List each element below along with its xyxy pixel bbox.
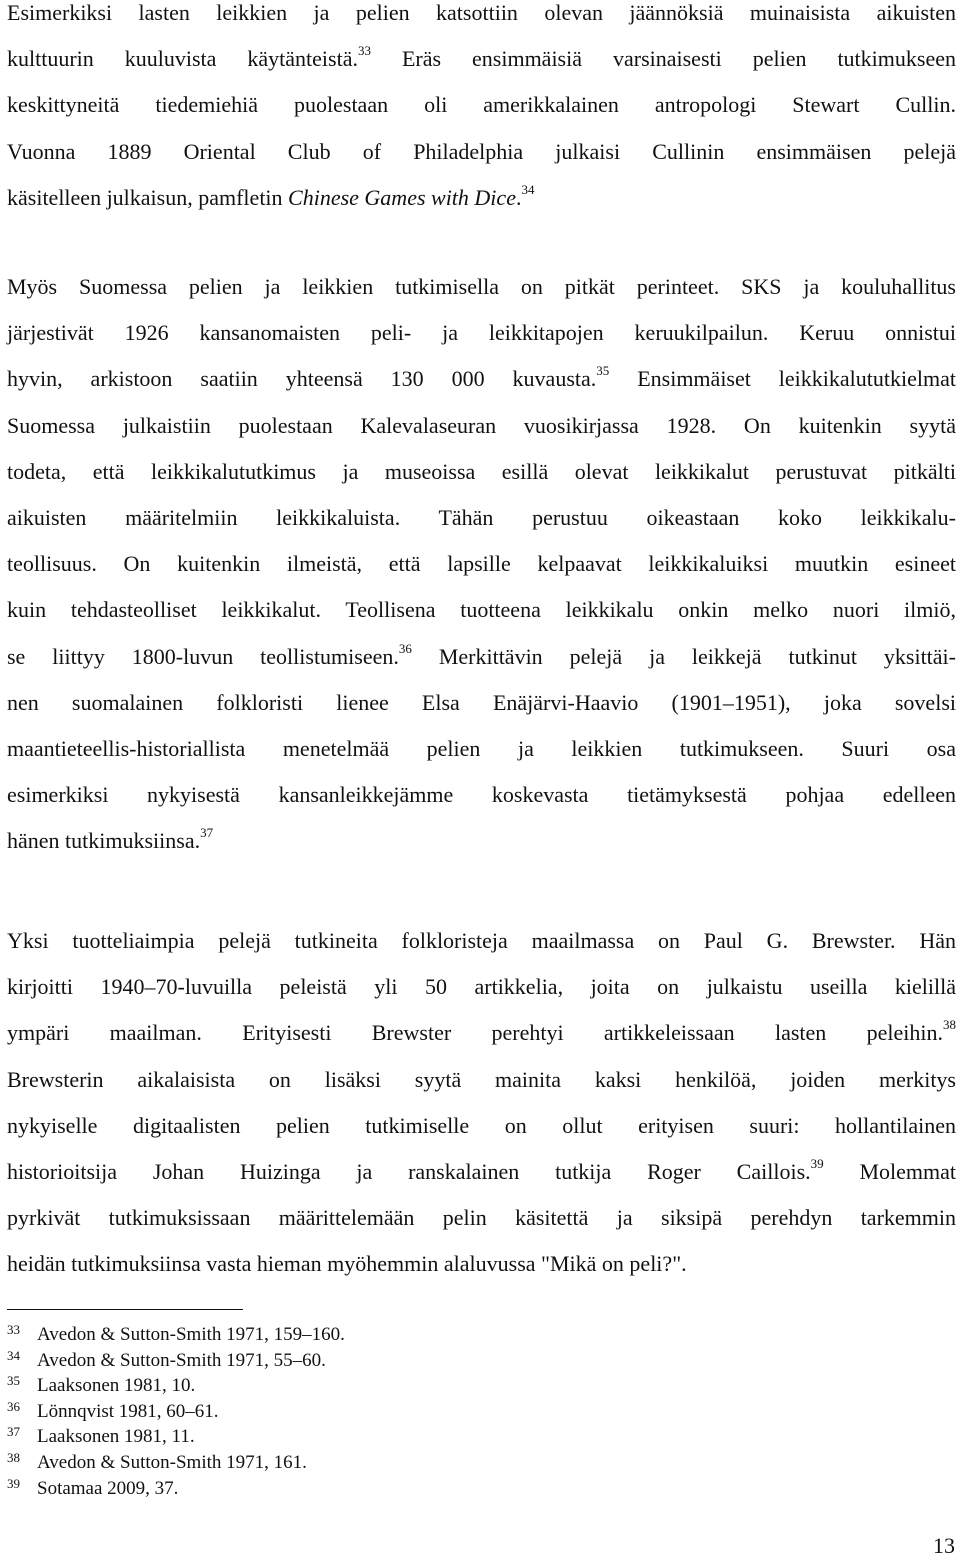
footnote-text: Laaksonen 1981, 10. [37, 1375, 196, 1397]
footnote-item [7, 1424, 607, 1450]
footnote-number: 36 [7, 1398, 20, 1414]
footnote-text: Avedon & Sutton-Smith 1971, 161. [37, 1451, 307, 1473]
line-text: keskittyneitä tiedemiehiä puolestaan oli amerikkalainen antropologi Stewart Cullin. [7, 92, 956, 118]
footnotes-list [7, 1322, 607, 1501]
line-text: Suomessa julkaistiin puolestaan Kalevalaseuran vuosikirjassa 1928. On kuitenkin syytä [7, 412, 956, 438]
text-line [7, 36, 956, 82]
text-line [7, 918, 956, 964]
line-text: todeta, että leikkikalututkimus ja museoissa esillä olevat leikkikalut perustuvat pitkälti [7, 458, 956, 484]
footnote-ref[interactable]: 38 [943, 1017, 956, 1033]
line-text: heidän tutkimuksiinsa vasta hieman myöhemmin alaluvussa "Mikä on peli?". [7, 1251, 687, 1277]
footnote-ref[interactable]: 34 [521, 181, 535, 197]
text-line [7, 82, 956, 128]
line-text: aikuisten määritelmiin leikkikaluista. Tähän perustuu oikeastaan koko leikkikalu- [7, 505, 956, 531]
text-line [7, 1195, 956, 1241]
text-line [7, 0, 956, 36]
footnote-number: 33 [7, 1322, 20, 1337]
text-line [7, 129, 956, 175]
line-text: maantieteellis-historiallista menetelmää pelien ja leikkien tutkimukseen. Suuri osa [7, 736, 956, 762]
footnote-number: 37 [7, 1424, 20, 1440]
italic-title: Chinese Games with Dice [288, 184, 516, 210]
footnote-ref[interactable]: 37 [200, 825, 214, 841]
line-text-after-ref: Eräs ensimmäisiä varsinaisesti pelien tutkimukseen [370, 46, 956, 72]
footnote-number: 39 [7, 1475, 20, 1491]
text-line [7, 1010, 956, 1056]
footnote-number: 38 [7, 1449, 20, 1465]
text-line [7, 726, 956, 772]
page-number: 13 [933, 1533, 955, 1558]
footnote-ref[interactable]: 36 [398, 640, 412, 656]
line-text-after-ref: Molemmat [823, 1159, 956, 1185]
line-text-after-ref: Ensimmäiset leikkikalututkielmat [609, 366, 956, 392]
footnote-text: Laaksonen 1981, 11. [37, 1426, 195, 1448]
text-line [7, 818, 956, 864]
footnote-ref[interactable]: 33 [357, 43, 371, 59]
text-line [7, 964, 956, 1010]
footnote-separator [7, 1309, 243, 1310]
footnote-text: Lönnqvist 1981, 60–61. [37, 1400, 219, 1422]
text-line [7, 310, 956, 356]
footnote-text: Avedon & Sutton-Smith 1971, 55–60. [37, 1349, 326, 1371]
text-line [7, 264, 956, 310]
line-text: Esimerkiksi lasten leikkien ja pelien katsottiin olevan jäännöksiä muinaisista aikuisten [7, 0, 956, 25]
line-text: esimerkiksi nykyisestä kansanleikkejämme koskevasta tietämyksestä pohjaa edelleen [7, 782, 956, 808]
footnote-text: Sotamaa 2009, 37. [37, 1477, 179, 1499]
line-text-after-ref: Merkittävin pelejä ja leikkejä tutkinut yksittäi- [411, 643, 956, 669]
footnote-number: 34 [7, 1347, 20, 1363]
text-line [7, 1149, 956, 1195]
line-text: teollisuus. On kuitenkin ilmeistä, että lapsille kelpaavat leikkikaluiksi muutkin esineet [7, 551, 956, 577]
text-line [7, 175, 956, 221]
footnote-ref[interactable]: 39 [810, 1156, 824, 1172]
text-line [7, 634, 956, 680]
text-line [7, 403, 956, 449]
line-text: Myös Suomessa pelien ja leikkien tutkimisella on pitkät perinteet. SKS ja kouluhallitus [7, 274, 956, 299]
footnote-number: 35 [7, 1373, 20, 1389]
line-text: käsitelleen julkaisun, pamfletin [7, 184, 289, 210]
footnote-item [7, 1450, 607, 1476]
text-line [7, 1241, 956, 1287]
footnote-item [7, 1476, 607, 1502]
line-text: hänen tutkimuksiinsa. [7, 828, 201, 854]
line-text: pyrkivät tutkimuksissaan määrittelemään pelin käsitettä ja siksipä perehdyn tarkemmin [7, 1205, 956, 1231]
line-text: Vuonna 1889 Oriental Club of Philadelphia julkaisi Cullinin ensimmäisen pelejä [7, 138, 956, 164]
line-text: kirjoitti 1940–70-luvuilla peleistä yli 50 artikkelia, joita on julkaistu useilla kielillä [7, 974, 956, 1000]
text-line [7, 1103, 956, 1149]
line-text: se liittyy 1800-luvun teollistumiseen. [7, 643, 399, 669]
footnote-item [7, 1399, 607, 1425]
footnote-item [7, 1322, 607, 1348]
footnote-item [7, 1348, 607, 1374]
text-line [7, 541, 956, 587]
line-text: historioitsija Johan Huizinga ja ranskalainen tutkija Roger Caillois. [7, 1159, 811, 1185]
paragraph-2 [7, 264, 956, 865]
line-text: nykyiselle digitaalisten pelien tutkimiselle on ollut erityisen suuri: hollantilainen [7, 1112, 956, 1138]
line-text: hyvin, arkistoon saatiin yhteensä 130 000 kuvausta. [7, 366, 597, 392]
text-line [7, 680, 956, 726]
text-line [7, 1057, 956, 1103]
text-line [7, 495, 956, 541]
line-text: kuin tehdasteolliset leikkikalut. Teollisena tuotteena leikkikalu onkin melko nuori ilmiö, [7, 597, 956, 623]
footnote-text: Avedon & Sutton-Smith 1971, 159–160. [37, 1324, 345, 1345]
text-line [7, 772, 956, 818]
line-text: Brewsterin aikalaisista on lisäksi syytä mainita kaksi henkilöä, joiden merkitys [7, 1066, 956, 1092]
paragraph-1 [7, 0, 956, 221]
paragraph-3 [7, 918, 956, 1288]
line-text: kulttuurin kuuluvista käytänteistä. [7, 46, 358, 72]
footnote-ref[interactable]: 35 [596, 363, 610, 379]
footnote-item [7, 1373, 607, 1399]
line-text-after-title: . [515, 184, 522, 210]
line-text: Yksi tuotteliaimpia pelejä tutkineita folkloristeja maailmassa on Paul G. Brewster. Hän [7, 928, 956, 953]
line-text: ympäri maailman. Erityisesti Brewster perehtyi artikkeleissaan lasten peleihin. [7, 1020, 943, 1046]
text-line [7, 587, 956, 633]
line-text: nen suomalainen folkloristi lienee Elsa Enäjärvi-Haavio (1901–1951), joka sovelsi [7, 689, 956, 715]
text-line [7, 356, 956, 402]
line-text: järjestivät 1926 kansanomaisten peli- ja leikkitapojen keruukilpailun. Keruu onnistui [7, 320, 956, 346]
text-line [7, 449, 956, 495]
